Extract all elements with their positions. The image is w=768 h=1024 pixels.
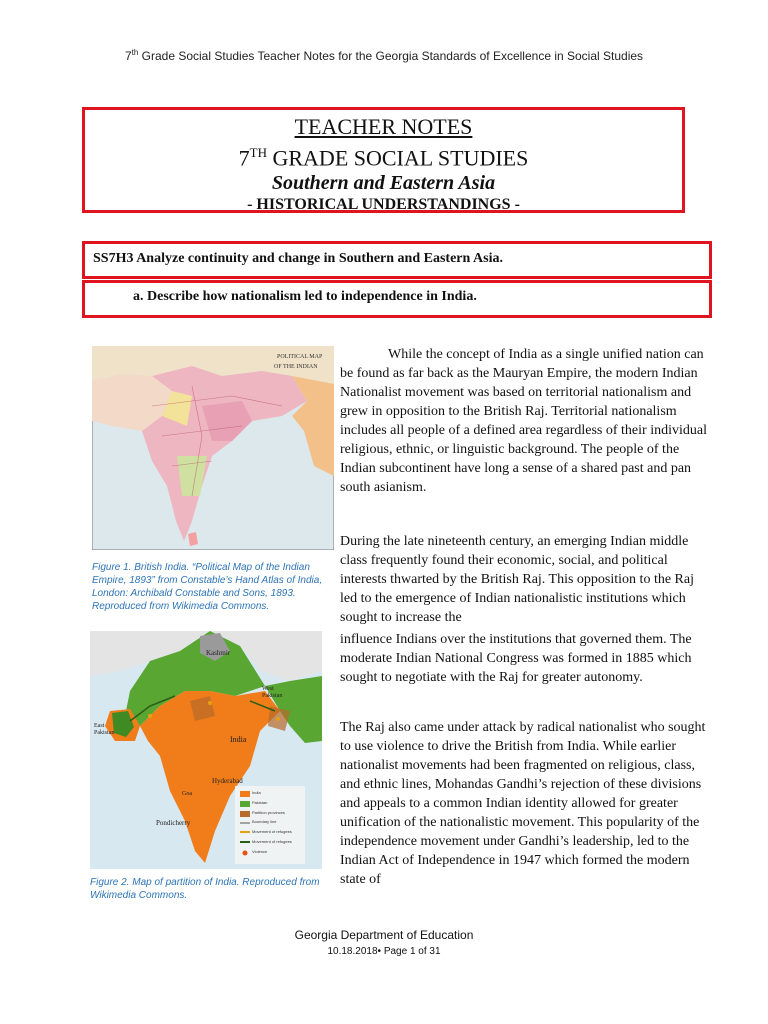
footer-org: Georgia Department of Education <box>294 928 474 942</box>
figure-1-caption: Figure 1. British India. “Political Map of the Indian Empire, 1893” from Constable’s Hand Atlas of India, London: Archibald Constable and Sons, 1893. Reproduced from Wikimedia Commons. <box>92 562 323 612</box>
body-paragraph-3: influence Indians over the institutions that governed them. The moderate Indian National Congress was formed in 1885 which sought to negotiate with the Raj for greater autonomy. <box>340 632 692 685</box>
body-paragraph-2: During the late nineteenth century, an emerging Indian middle class frequently found their economic, social, and political interests thwarted by the British Raj. This opposition to the Raj led to the emergence of Indian nationalistic institutions which sought to increase the <box>340 534 694 625</box>
body-paragraph-1: While the concept of India as a single unified nation can be found as far back as the Mauryan Empire, the modern Indian Nationalist movement was based on territorial nationalism and grew in opposition to the British Raj. Territorial nationalism includes all people of a defined area regardless of their individual religious, ethnic, or linguistic background. The people of the Indian subcontinent have long a sense of a shared past and pan south asianism. <box>340 347 707 495</box>
label-india: India <box>230 735 247 744</box>
british-india-map <box>92 346 334 550</box>
partition-map <box>90 631 322 869</box>
label-west-pakistan: West Pakistan <box>262 686 283 699</box>
map-legend: India Pakistan Partition provinces Boundary line Movement of refugees Movement of refugees Violence <box>252 790 292 854</box>
figure-2-caption: Figure 2. Map of partition of India. Reproduced from Wikimedia Commons. <box>90 877 320 901</box>
title-teacher-notes: TEACHER NOTES <box>294 114 473 139</box>
body-paragraph-4: The Raj also came under attack by radical nationalist who sought to use violence to drive the British from India. While earlier nationalist movements had been fragmented on religious, class, and ethnic lines, Mohandas Gandhi’s rejection of these divisions and appeals to a common Indian identity allowed for greater unification of the nationalistic movement. This popularity of the independence movement under Gandhi’s leadership, led to the Indian Act of Independence in 1947 which formed the modern state of <box>340 720 706 887</box>
title-grade: 7TH GRADE SOCIAL STUDIES <box>238 145 529 171</box>
label-pondicherry: Pondicherry <box>156 819 191 827</box>
svg-text:POLITICAL MAP: POLITICAL MAP <box>277 354 323 360</box>
standard-box: SS7H3 Analyze continuity and change in Southern and Eastern Asia. <box>82 241 712 279</box>
running-header: 7th Grade Social Studies Teacher Notes for the Georgia Standards of Excellence in Social Studies <box>124 48 644 63</box>
title-section: - HISTORICAL UNDERSTANDINGS - <box>247 196 520 214</box>
label-hyderabad: Hyderabad <box>212 777 243 785</box>
title-box <box>82 107 685 213</box>
label-goa: Goa <box>182 791 192 797</box>
label-kashmir: Kashmir <box>206 649 231 657</box>
element-box: a. Describe how nationalism led to independence in India. <box>82 280 712 318</box>
title-region: Southern and Eastern Asia <box>271 172 496 195</box>
svg-text:OF THE INDIAN: OF THE INDIAN <box>274 364 318 370</box>
label-east-pakistan: East Pakistan <box>94 723 115 736</box>
footer-page: 10.18.2018• Page 1 of 31 <box>327 946 441 957</box>
